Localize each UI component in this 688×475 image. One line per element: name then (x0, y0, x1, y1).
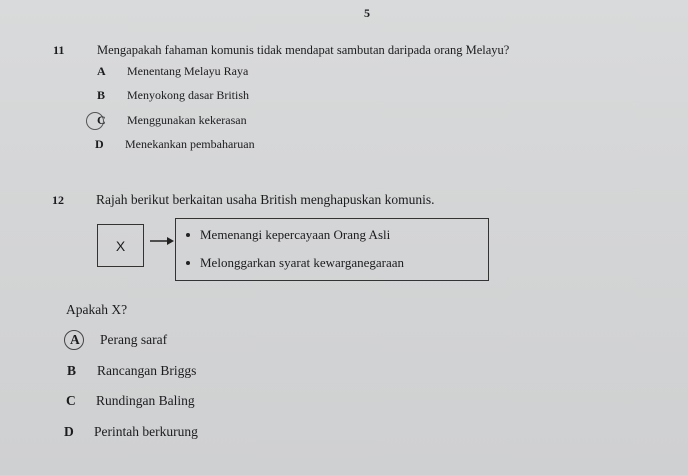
question-text: Rajah berikut berkaitan usaha British menghapuskan komunis. (96, 192, 435, 207)
option-b[interactable] (67, 363, 196, 379)
option-d[interactable] (95, 137, 255, 152)
bullet-item (186, 227, 390, 243)
right-arrow-icon (146, 232, 176, 250)
question-number: 12 (52, 193, 64, 207)
option-c[interactable] (92, 113, 247, 128)
option-c[interactable] (66, 393, 195, 409)
option-text: Rundingan Baling (96, 393, 195, 408)
option-text: Rancangan Briggs (97, 363, 197, 378)
question-text: Mengapakah fahaman komunis tidak mendapat sambutan daripada orang Melayu? (97, 43, 510, 57)
bullet-dot (186, 233, 190, 237)
option-text: Perintah berkurung (94, 424, 198, 439)
option-text: Menggunakan kekerasan (127, 113, 247, 127)
option-letter: A (70, 332, 80, 347)
option-text: Menekankan pembaharuan (125, 137, 255, 151)
option-b[interactable] (97, 88, 249, 103)
option-letter: B (97, 88, 106, 102)
option-letter: C (97, 113, 106, 127)
option-a[interactable] (97, 64, 248, 79)
option-letter: B (67, 363, 77, 378)
option-letter: A (97, 64, 106, 78)
option-letter: D (95, 137, 104, 151)
option-letter: D (64, 424, 74, 439)
x-box-label: X (115, 237, 126, 254)
page-number: 5 (364, 6, 370, 20)
option-text: Perang saraf (100, 332, 168, 347)
bullet-box (175, 218, 489, 281)
bullet-dot (186, 261, 190, 265)
bullet-text: Memenangi kepercayaan Orang Asli (200, 227, 391, 242)
option-d[interactable] (64, 424, 198, 440)
option-a[interactable] (70, 332, 167, 348)
question-number: 11 (53, 43, 65, 57)
question-prompt: Apakah X? (66, 302, 128, 317)
option-text: Menentang Melayu Raya (127, 64, 249, 78)
option-letter: C (66, 393, 76, 408)
option-text: Menyokong dasar British (127, 88, 249, 102)
bullet-text: Melonggarkan syarat kewarganegaraan (200, 255, 405, 270)
x-box (97, 224, 144, 267)
bullet-item (186, 255, 404, 271)
